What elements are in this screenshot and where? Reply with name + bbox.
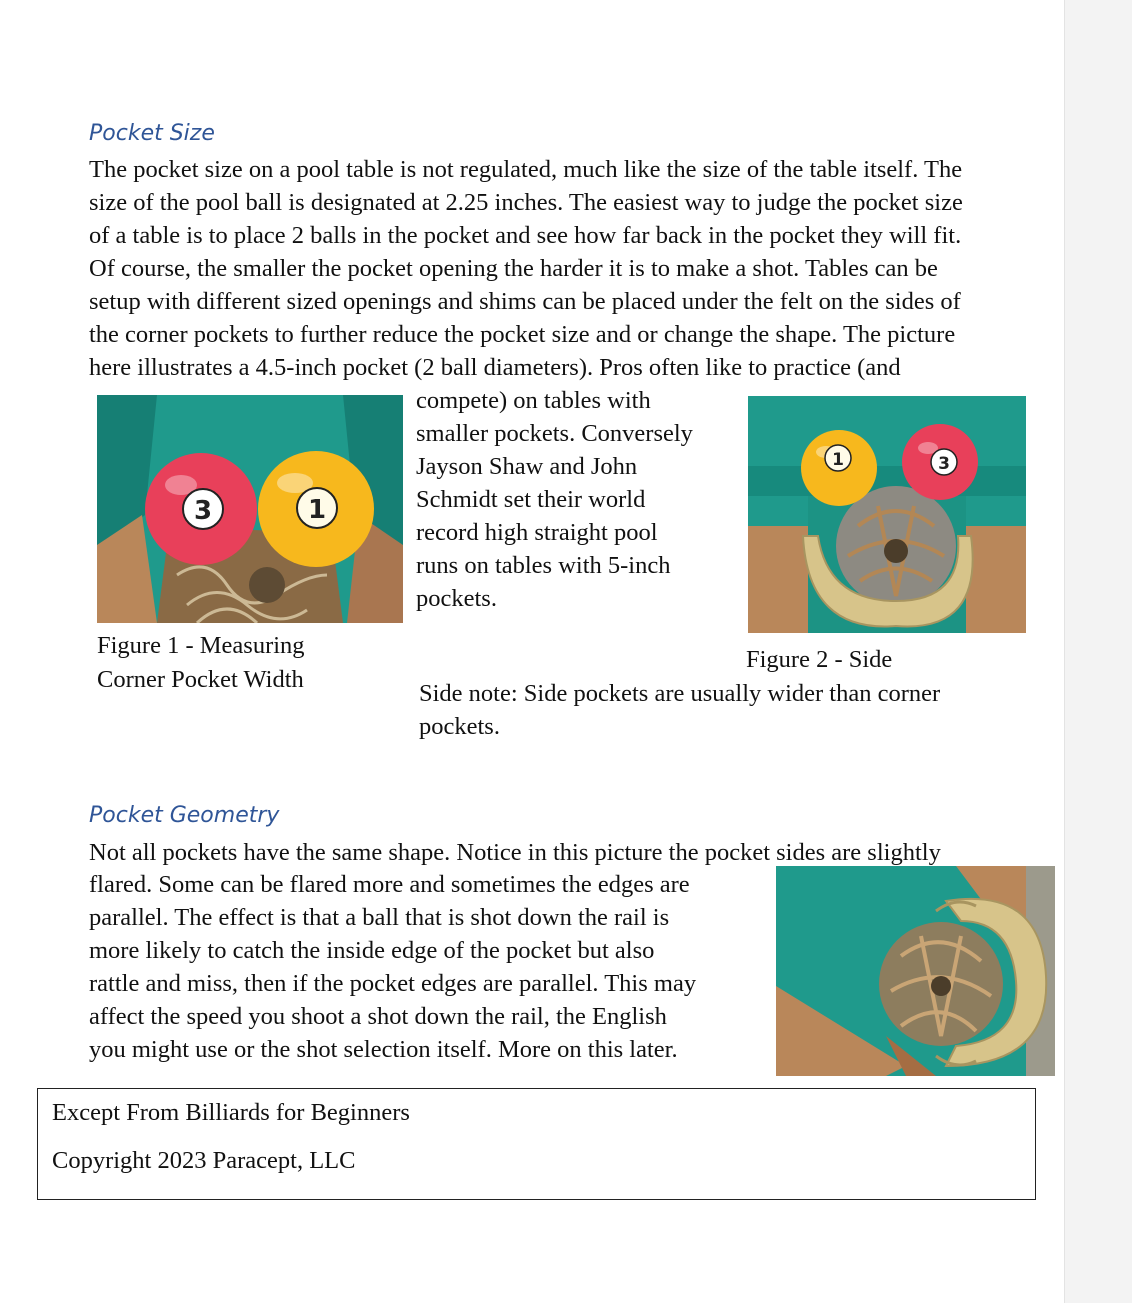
paragraph-line: Schmidt set their world	[416, 486, 646, 513]
paragraph-line: the corner pockets to further reduce the pocket size and or change the shape. The picture	[89, 321, 956, 348]
paragraph-line: you might use or the shot selection itself. More on this later.	[89, 1036, 678, 1063]
paragraph-line: of a table is to place 2 balls in the pocket and see how far back in the pocket they will fit.	[89, 222, 962, 249]
figure-3-pocket-geometry-photo	[776, 866, 1055, 1076]
paragraph-line: affect the speed you shoot a shot down the rail, the English	[89, 1003, 667, 1030]
ball-1-number: 1	[307, 495, 327, 525]
excerpt-footer-box	[37, 1088, 1036, 1200]
section-heading-pocket-size: Pocket Size	[89, 121, 215, 146]
footer-copyright-line: Copyright 2023 Paracept, LLC	[52, 1147, 356, 1174]
paragraph-line: size of the pool ball is designated at 2.25 inches. The easiest way to judge the pocket size	[89, 189, 963, 216]
figure-1-caption-line: Figure 1 - Measuring	[97, 632, 305, 659]
paragraph-line: Jayson Shaw and John	[416, 453, 638, 480]
paragraph-line: The pocket size on a pool table is not regulated, much like the size of the table itself. The	[89, 156, 963, 183]
paragraph-line: rattle and miss, then if the pocket edges are parallel. This may	[89, 970, 697, 997]
figure-1-caption-line: Corner Pocket Width	[97, 666, 304, 693]
paragraph-line: more likely to catch the inside edge of the pocket but also	[89, 937, 655, 964]
paragraph-line: Not all pockets have the same shape. Notice in this picture the pocket sides are slightly	[89, 839, 941, 866]
figure-2-caption: Figure 2 - Side	[746, 646, 893, 673]
paragraph-line: setup with different sized openings and shims can be placed under the felt on the sides of	[89, 288, 961, 315]
paragraph-line: parallel. The effect is that a ball that is shot down the rail is	[89, 904, 670, 931]
section-heading-pocket-geometry: Pocket Geometry	[89, 803, 280, 828]
document-viewer-gutter	[1064, 0, 1132, 1303]
ball-3-number: 3	[938, 454, 950, 474]
figure-2-caption-clip	[746, 646, 946, 673]
paragraph-line: pockets.	[416, 585, 497, 612]
paragraph-line: smaller pockets. Conversely	[416, 420, 693, 447]
paragraph-line: Of course, the smaller the pocket opening the harder it is to make a shot. Tables can be	[89, 255, 938, 282]
side-note-line: Side note: Side pockets are usually wider than corner	[419, 680, 941, 707]
paragraph-line: record high straight pool	[416, 519, 658, 546]
paragraph-line: here illustrates a 4.5-inch pocket (2 ball diameters). Pros often like to practice (and	[89, 354, 901, 381]
paragraph-line: compete) on tables with	[416, 387, 651, 414]
ball-3-number: 3	[193, 496, 213, 526]
figure-1-corner-pocket-photo	[97, 395, 403, 623]
figure-2-side-pocket-photo	[748, 396, 1026, 633]
paragraph-line: runs on tables with 5-inch	[416, 552, 671, 579]
footer-excerpt-line: Except From Billiards for Beginners	[52, 1099, 410, 1126]
paragraph-line: flared. Some can be flared more and sometimes the edges are	[89, 871, 690, 898]
ball-1-number: 1	[832, 450, 844, 470]
side-note-line: pockets.	[419, 713, 500, 740]
